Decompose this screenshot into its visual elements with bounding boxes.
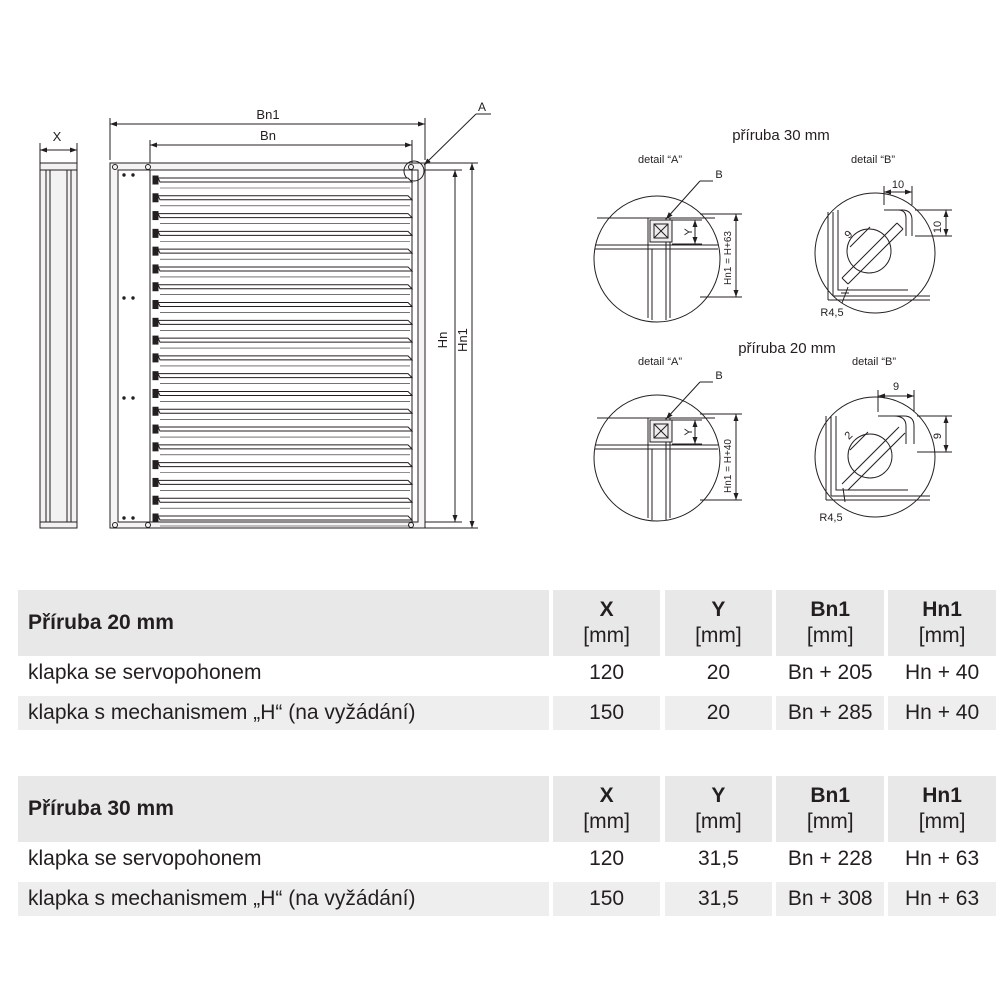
- flange20-dim-top: 9: [892, 381, 900, 393]
- header-name: X: [599, 784, 614, 807]
- louvre-blade: [158, 480, 412, 484]
- blade-pivot: [153, 354, 158, 362]
- blade-pivot: [153, 283, 158, 291]
- header-x: [553, 776, 661, 842]
- flange20-dim-side: 9: [932, 432, 944, 440]
- header-y: [665, 776, 773, 842]
- cell-y: 20: [665, 656, 773, 693]
- blade-pivot: [153, 301, 158, 309]
- header-unit: [mm]: [918, 624, 966, 647]
- table-row: [18, 879, 996, 916]
- header-hn1: [888, 590, 996, 656]
- cell-y: 20: [665, 693, 773, 730]
- header-unit: [mm]: [806, 810, 854, 833]
- flange20-radius: R4,5: [819, 512, 843, 524]
- row-label: klapka s mechanismem „H“ (na vyžádání): [18, 693, 549, 730]
- blade-pivot: [153, 443, 158, 451]
- header-unit: [mm]: [695, 810, 742, 833]
- row-label: klapka s mechanismem „H“ (na vyžádání): [18, 879, 549, 916]
- header-unit: [mm]: [695, 624, 742, 647]
- flange30-title: příruba 30 mm: [732, 127, 830, 144]
- front-bn1-label: Bn1: [256, 107, 280, 122]
- flange30-dim-diag: 9: [842, 228, 856, 242]
- row-label: klapka se servopohonem: [18, 656, 549, 693]
- table-title: Příruba 20 mm: [18, 590, 549, 656]
- flange30-detail-b-view: [815, 186, 952, 313]
- table-row: [18, 842, 996, 879]
- detail-a-mark: A: [477, 100, 487, 114]
- blade-pivot: [153, 461, 158, 469]
- flange20-b-mark: B: [715, 370, 723, 382]
- header-bn1: [776, 776, 884, 842]
- flange20-dim-diag: 2: [842, 429, 856, 443]
- table-header-row: [18, 590, 996, 656]
- header-unit: [mm]: [806, 624, 854, 647]
- louvre-blade: [158, 249, 412, 253]
- cell-hn1: Hn + 40: [888, 656, 996, 693]
- header-name: Bn1: [810, 784, 851, 807]
- blade-pivot: [153, 389, 158, 397]
- flange20-title: příruba 20 mm: [738, 340, 836, 357]
- flange20-detail-a-view: [594, 382, 742, 521]
- header-y: [665, 590, 773, 656]
- louvre-blade: [158, 178, 412, 182]
- louvre-blade: [158, 285, 412, 289]
- cell-bn1: Bn + 228: [776, 842, 884, 879]
- flange30-detail-a: detail “A”: [637, 154, 683, 166]
- blade-pivot: [153, 496, 158, 504]
- louvre-blade: [158, 303, 412, 307]
- louvre-blade: [158, 516, 412, 520]
- front-hn1-label: Hn1: [455, 328, 470, 352]
- blade-pivot: [153, 229, 158, 237]
- cell-y: 31,5: [665, 879, 773, 916]
- blade-pivot: [153, 514, 158, 522]
- blade-pivot: [153, 247, 158, 255]
- louvre-blade: [158, 391, 412, 395]
- flange30-radius: R4,5: [820, 307, 844, 319]
- header-name: Y: [711, 784, 726, 807]
- blade-pivot: [153, 336, 158, 344]
- header-unit: [mm]: [583, 624, 630, 647]
- side-x-label: X: [52, 129, 62, 144]
- louvre-blade: [158, 409, 412, 413]
- louvre-blade: [158, 231, 412, 235]
- blade-pivot: [153, 478, 158, 486]
- table-title: Příruba 30 mm: [18, 776, 549, 842]
- louvre-blade: [158, 338, 412, 342]
- blade-pivot: [153, 425, 158, 433]
- header-bn1: [776, 590, 884, 656]
- flange30-detail-a-view: [594, 181, 742, 322]
- louvre-blade: [158, 196, 412, 200]
- front-hn-label: Hn: [435, 331, 450, 349]
- cell-x: 150: [553, 693, 661, 730]
- header-unit: [mm]: [918, 810, 966, 833]
- header-name: Hn1: [922, 598, 962, 621]
- table-row: [18, 656, 996, 693]
- table-flange-20: [18, 590, 996, 730]
- header-name: Y: [711, 598, 726, 621]
- louvre-blade: [158, 445, 412, 449]
- flange30-y-mark: Y: [683, 228, 695, 236]
- cell-hn1: Hn + 40: [888, 693, 996, 730]
- cell-bn1: Bn + 205: [776, 656, 884, 693]
- header-name: Hn1: [922, 784, 962, 807]
- blade-pivot: [153, 194, 158, 202]
- table-row: [18, 693, 996, 730]
- louvre-blade: [158, 356, 412, 360]
- cell-bn1: Bn + 308: [776, 879, 884, 916]
- louvre-blade: [158, 320, 412, 324]
- louvre-blade: [158, 498, 412, 502]
- header-x: [553, 590, 661, 656]
- flange20-hn1-formula: Hn1 = H+40: [723, 439, 734, 493]
- louvre-blade: [158, 427, 412, 431]
- blade-pivot: [153, 212, 158, 220]
- louvre-blade: [158, 267, 412, 271]
- flange20-detail-b: detail “B”: [851, 356, 897, 368]
- table-header-row: [18, 776, 996, 842]
- cell-hn1: Hn + 63: [888, 879, 996, 916]
- flange30-hn1-formula: Hn1 = H+63: [723, 231, 734, 285]
- table-flange-30: [18, 776, 996, 916]
- flange20-detail-b-view: [815, 390, 952, 517]
- header-name: X: [599, 598, 614, 621]
- flange30-b-mark: B: [715, 169, 723, 181]
- louvre-blade: [158, 463, 412, 467]
- header-name: Bn1: [810, 598, 851, 621]
- side-view: [40, 143, 77, 528]
- blade-pivot: [153, 318, 158, 326]
- blade-pivot: [153, 176, 158, 184]
- header-hn1: [888, 776, 996, 842]
- front-view: [110, 114, 491, 528]
- cell-x: 120: [553, 842, 661, 879]
- flange30-detail-b: detail “B”: [850, 154, 896, 166]
- cell-bn1: Bn + 285: [776, 693, 884, 730]
- louvre-blade: [158, 374, 412, 378]
- row-label: klapka se servopohonem: [18, 842, 549, 879]
- cell-x: 120: [553, 656, 661, 693]
- blade-pivot: [153, 407, 158, 415]
- cell-x: 150: [553, 879, 661, 916]
- flange20-y-mark: Y: [683, 428, 695, 436]
- header-unit: [mm]: [583, 810, 630, 833]
- blade-pivot: [153, 372, 158, 380]
- flange20-detail-a: detail “A”: [637, 356, 683, 368]
- flange30-dim-side: 10: [932, 220, 944, 234]
- flange30-dim-top: 10: [891, 179, 905, 191]
- cell-hn1: Hn + 63: [888, 842, 996, 879]
- blade-pivot: [153, 265, 158, 273]
- cell-y: 31,5: [665, 842, 773, 879]
- front-bn-label: Bn: [260, 128, 276, 143]
- louvre-blade: [158, 214, 412, 218]
